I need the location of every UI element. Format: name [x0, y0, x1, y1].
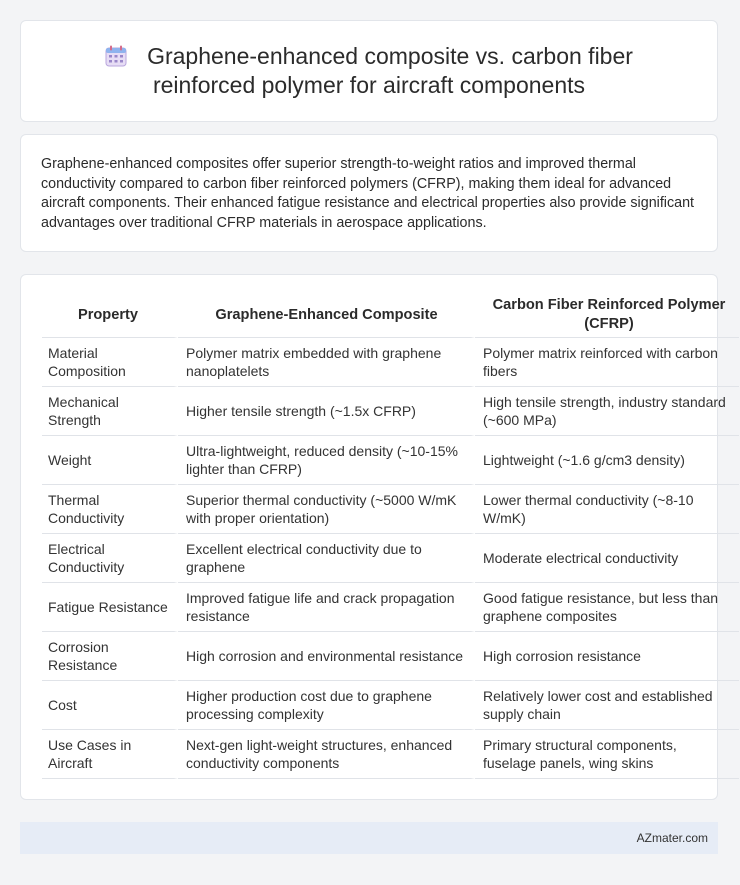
graphene-cell: Improved fatigue life and crack propagation resistance	[178, 583, 475, 632]
cfrp-cell: Primary structural components, fuselage panels, wing skins	[475, 730, 739, 779]
graphene-cell: Ultra-lightweight, reduced density (~10-15% lighter than CFRP)	[178, 436, 475, 485]
property-cell: Fatigue Resistance	[42, 583, 178, 632]
graphene-cell: Polymer matrix embedded with graphene nanoplatelets	[178, 338, 475, 387]
graphene-cell: Superior thermal conductivity (~5000 W/mK with proper orientation)	[178, 485, 475, 534]
graphene-cell: Excellent electrical conductivity due to graphene	[178, 534, 475, 583]
table-row	[42, 583, 739, 632]
property-cell: Mechanical Strength	[42, 387, 178, 436]
property-cell: Thermal Conductivity	[42, 485, 178, 534]
cfrp-cell: High tensile strength, industry standard (~600 MPa)	[475, 387, 739, 436]
cfrp-cell: High corrosion resistance	[475, 632, 739, 681]
graphene-cell: Higher tensile strength (~1.5x CFRP)	[178, 387, 475, 436]
property-cell: Use Cases in Aircraft	[42, 730, 178, 779]
calendar-icon	[105, 45, 127, 67]
footer-brand: AZmater.com	[636, 831, 708, 845]
table-row	[42, 681, 739, 730]
graphene-cell: Next-gen light-weight structures, enhanced conductivity components	[178, 730, 475, 779]
table-row	[42, 387, 739, 436]
summary-card	[20, 134, 718, 252]
property-cell: Electrical Conductivity	[42, 534, 178, 583]
table-row	[42, 485, 739, 534]
table-row	[42, 534, 739, 583]
table-row	[42, 338, 739, 387]
table-row	[42, 632, 739, 681]
cfrp-cell: Good fatigue resistance, but less than graphene composites	[475, 583, 739, 632]
page-title	[89, 42, 649, 100]
cfrp-cell: Lightweight (~1.6 g/cm3 density)	[475, 436, 739, 485]
comparison-table-card	[20, 274, 726, 800]
cfrp-cell: Lower thermal conductivity (~8-10 W/mK)	[475, 485, 739, 534]
header-property: Property	[42, 293, 178, 338]
cfrp-cell: Relatively lower cost and established supply chain	[475, 681, 739, 730]
graphene-cell: High corrosion and environmental resistance	[178, 632, 475, 681]
header-graphene: Graphene-Enhanced Composite	[178, 293, 475, 338]
property-cell: Cost	[42, 681, 178, 730]
title-card	[20, 20, 718, 122]
footer	[20, 822, 718, 854]
title-text: Graphene-enhanced composite vs. carbon fiber reinforced polymer for aircraft components	[147, 43, 633, 98]
summary-text: Graphene-enhanced composites offer superior strength-to-weight ratios and improved thermal conductivity compared to carbon fiber reinforced polymers (CFRP), making them ideal for advanced aircraft components. Their enhanced fatigue resistance and electrical properties also provide significant advantages over traditional CFRP materials in aerospace applications.	[41, 156, 694, 231]
cfrp-cell: Polymer matrix reinforced with carbon fibers	[475, 338, 739, 387]
property-cell: Material Composition	[42, 338, 178, 387]
header-cfrp: Carbon Fiber Reinforced Polymer (CFRP)	[475, 293, 739, 338]
table-header-row	[42, 293, 739, 338]
property-cell: Weight	[42, 436, 178, 485]
cfrp-cell: Moderate electrical conductivity	[475, 534, 739, 583]
table-row	[42, 730, 739, 779]
comparison-table	[42, 293, 739, 779]
table-row	[42, 436, 739, 485]
graphene-cell: Higher production cost due to graphene processing complexity	[178, 681, 475, 730]
property-cell: Corrosion Resistance	[42, 632, 178, 681]
